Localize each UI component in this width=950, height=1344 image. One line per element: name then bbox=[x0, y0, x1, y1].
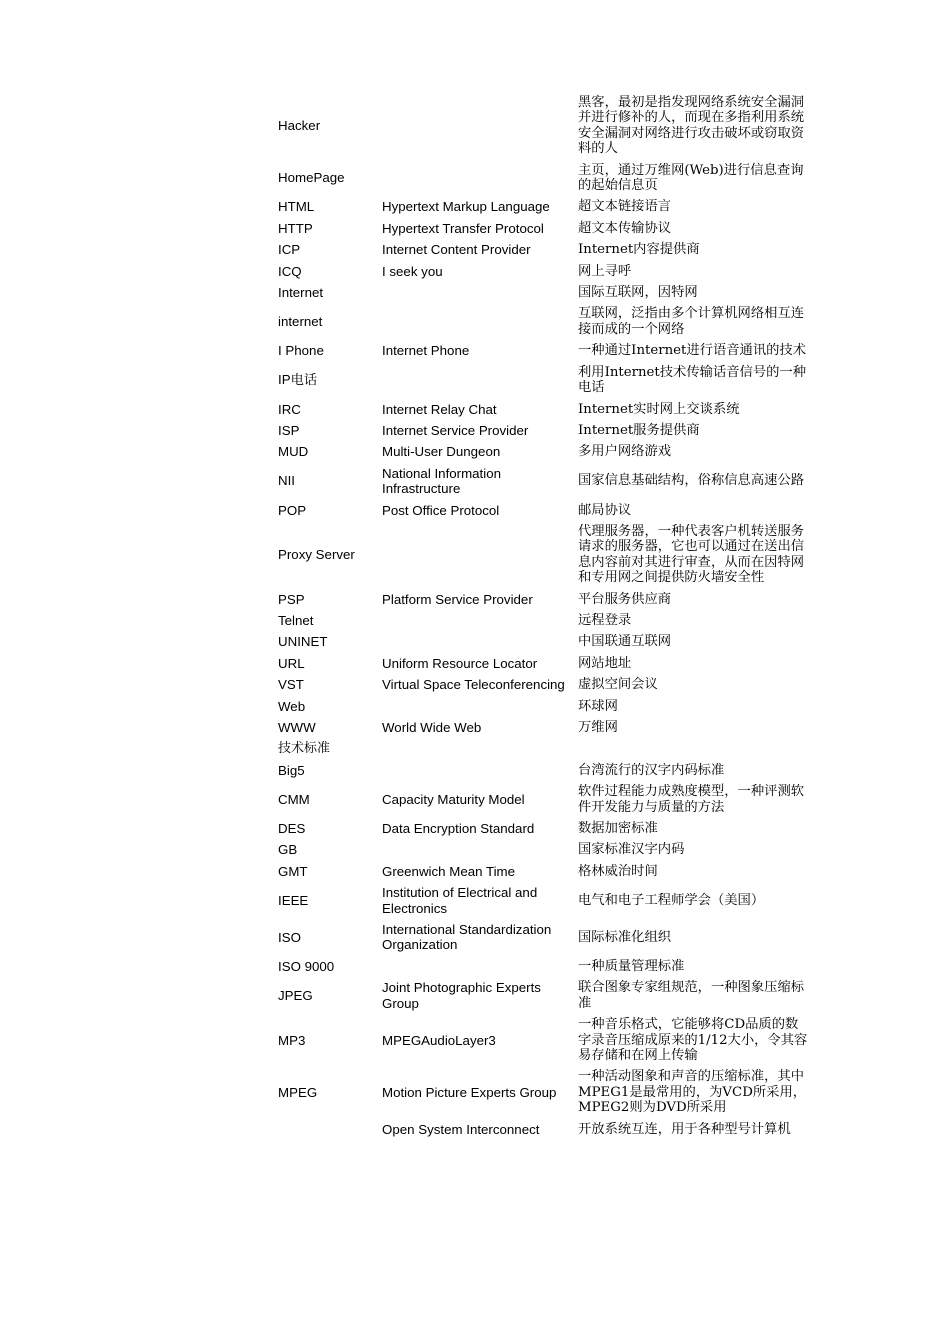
term-cell: Web bbox=[278, 698, 306, 714]
full-name-cell: International Standardization Organization bbox=[382, 922, 552, 953]
full-name-cell bbox=[378, 760, 574, 781]
glossary-body bbox=[274, 92, 814, 1140]
empty-cell bbox=[378, 738, 574, 759]
term-cell: IEEE bbox=[278, 892, 309, 908]
table-row bbox=[274, 1066, 814, 1118]
table-row bbox=[274, 781, 814, 818]
term-cell: Telnet bbox=[278, 612, 314, 628]
full-name-cell: Greenwich Mean Time bbox=[382, 863, 516, 879]
description-cell: 一种活动图象和声音的压缩标准，其中MPEG1是最常用的，为VCD所采用，MPEG2则为DVD所采用 bbox=[578, 1069, 807, 1116]
description-cell: 中国联通互联网 bbox=[578, 634, 672, 650]
empty-cell bbox=[574, 738, 814, 759]
description-cell: 邮局协议 bbox=[578, 502, 632, 518]
description-cell: 一种质量管理标准 bbox=[578, 958, 685, 974]
description-cell: 超文本传输协议 bbox=[578, 220, 672, 236]
table-row bbox=[274, 760, 814, 781]
full-name-cell: Motion Picture Experts Group bbox=[382, 1084, 557, 1100]
table-row bbox=[274, 919, 814, 956]
description-cell: Internet实时网上交谈系统 bbox=[578, 401, 740, 417]
full-name-cell: Virtual Space Teleconferencing bbox=[382, 677, 565, 693]
table-row bbox=[274, 500, 814, 521]
term-cell: IRC bbox=[278, 401, 301, 417]
description-cell: 国家信息基础结构，俗称信息高速公路 bbox=[578, 473, 805, 489]
term-cell: ICQ bbox=[278, 263, 302, 279]
description-cell: 电气和电子工程师学会（美国） bbox=[578, 892, 765, 908]
description-cell: 格林威治时间 bbox=[578, 863, 658, 879]
full-name-cell: Capacity Maturity Model bbox=[382, 791, 525, 807]
description-cell: 软件过程能力成熟度模型，一种评测软件开发能力与质量的方法 bbox=[578, 784, 805, 815]
term-cell: GB bbox=[278, 842, 298, 858]
full-name-cell bbox=[378, 839, 574, 860]
table-row bbox=[274, 420, 814, 441]
full-name-cell bbox=[378, 92, 574, 160]
table-row bbox=[274, 610, 814, 631]
term-cell: WWW bbox=[278, 720, 316, 735]
table-row bbox=[274, 218, 814, 239]
term-cell: HTML bbox=[278, 199, 315, 215]
term-cell: DES bbox=[278, 821, 306, 837]
full-name-cell: Platform Service Provider bbox=[382, 591, 533, 607]
description-cell: 联合图象专家组规范，一种图象压缩标准 bbox=[578, 980, 805, 1011]
table-row bbox=[274, 160, 814, 197]
table-row bbox=[274, 696, 814, 717]
term-cell: internet bbox=[278, 314, 323, 330]
term-cell: I Phone bbox=[278, 343, 324, 359]
full-name-cell: Institution of Electrical and Electronics bbox=[382, 885, 538, 916]
table-row bbox=[274, 956, 814, 977]
full-name-cell bbox=[378, 610, 574, 631]
description-cell: 网站地址 bbox=[578, 655, 632, 671]
full-name-cell: Multi-User Dungeon bbox=[382, 444, 501, 460]
description-cell: 黑客，最初是指发现网络系统安全漏洞并进行修补的人，而现在多指利用系统安全漏洞对网络进行攻击破坏或窃取资料的人 bbox=[578, 95, 805, 157]
term-cell: POP bbox=[278, 502, 307, 518]
description-cell: 国际标准化组织 bbox=[578, 929, 672, 945]
term-cell: ISO 9000 bbox=[278, 958, 335, 974]
term-cell: Big5 bbox=[278, 762, 305, 778]
term-cell: HTTP bbox=[278, 220, 313, 236]
term-cell: Hacker bbox=[278, 118, 321, 134]
full-name-cell bbox=[378, 282, 574, 303]
term-cell: MPEG bbox=[278, 1084, 318, 1100]
term-cell: ISP bbox=[278, 422, 300, 438]
description-cell: 环球网 bbox=[578, 698, 618, 714]
table-row bbox=[274, 521, 814, 589]
term-cell bbox=[274, 1119, 378, 1140]
full-name-cell bbox=[378, 696, 574, 717]
table-row bbox=[274, 717, 814, 738]
full-name-cell bbox=[378, 521, 574, 589]
description-cell: 代理服务器，一种代表客户机转送服务请求的服务器，它也可以通过在送出信息内容前对其进行审查，从而在因特网和专用网之间提供防火墙安全性 bbox=[578, 523, 805, 586]
full-name-cell: Data Encryption Standard bbox=[382, 821, 535, 837]
table-row bbox=[274, 861, 814, 882]
full-name-cell bbox=[378, 160, 574, 197]
table-row bbox=[274, 463, 814, 500]
description-cell: 主页，通过万维网(Web)进行信息查询的起始信息页 bbox=[578, 162, 804, 194]
description-cell: 万维网 bbox=[578, 720, 618, 735]
document-page bbox=[274, 92, 814, 1140]
term-cell: MP3 bbox=[278, 1032, 306, 1048]
term-cell: GMT bbox=[278, 863, 308, 879]
description-cell: 超文本链接语言 bbox=[578, 199, 672, 215]
table-row bbox=[274, 631, 814, 652]
full-name-cell: Internet Relay Chat bbox=[382, 401, 497, 417]
description-cell: 国际互联网，因特网 bbox=[578, 285, 698, 301]
full-name-cell: Joint Photographic Experts Group bbox=[382, 980, 541, 1011]
description-cell: Internet服务提供商 bbox=[578, 422, 700, 438]
full-name-cell bbox=[378, 303, 574, 340]
full-name-cell bbox=[378, 362, 574, 399]
table-row bbox=[274, 839, 814, 860]
full-name-cell: Hypertext Transfer Protocol bbox=[382, 220, 544, 236]
term-cell: URL bbox=[278, 655, 305, 671]
description-cell: 虚拟空间会议 bbox=[578, 677, 658, 693]
table-row bbox=[274, 282, 814, 303]
table-row bbox=[274, 239, 814, 260]
table-row bbox=[274, 441, 814, 462]
table-row bbox=[274, 196, 814, 217]
table-row bbox=[274, 362, 814, 399]
table-row bbox=[274, 589, 814, 610]
table-row bbox=[274, 261, 814, 282]
table-row bbox=[274, 1014, 814, 1066]
term-cell: Proxy Server bbox=[278, 547, 355, 563]
full-name-cell: Open System Interconnect bbox=[382, 1121, 540, 1137]
description-cell: 国家标准汉字内码 bbox=[578, 842, 685, 858]
section-title: 技术标准 bbox=[278, 741, 331, 757]
glossary-table bbox=[274, 92, 814, 1140]
full-name-cell: I seek you bbox=[382, 263, 443, 279]
term-cell: IP电话 bbox=[278, 372, 318, 388]
table-row bbox=[274, 882, 814, 919]
table-row bbox=[274, 340, 814, 361]
term-cell: Internet bbox=[278, 285, 324, 301]
description-cell: 远程登录 bbox=[578, 612, 632, 628]
description-cell: 网上寻呼 bbox=[578, 263, 632, 279]
description-cell: 一种音乐格式，它能够将CD品质的数字录音压缩成原来的1/12大小，令其容易存储和在网上传输 bbox=[578, 1017, 808, 1063]
table-row bbox=[274, 674, 814, 695]
full-name-cell: World Wide Web bbox=[382, 720, 482, 735]
full-name-cell: Internet Phone bbox=[382, 343, 470, 359]
table-row bbox=[274, 303, 814, 340]
table-row bbox=[274, 818, 814, 839]
description-cell: 台湾流行的汉字内码标准 bbox=[578, 762, 725, 778]
term-cell: ICP bbox=[278, 242, 301, 258]
full-name-cell: MPEGAudioLayer3 bbox=[382, 1032, 496, 1048]
table-row bbox=[274, 92, 814, 160]
term-cell: CMM bbox=[278, 791, 310, 807]
full-name-cell bbox=[378, 631, 574, 652]
section-heading-row bbox=[274, 738, 814, 759]
term-cell: HomePage bbox=[278, 170, 345, 186]
term-cell: PSP bbox=[278, 591, 305, 607]
description-cell: 开放系统互连，用于各种型号计算机 bbox=[578, 1121, 791, 1137]
term-cell: NII bbox=[278, 473, 295, 489]
description-cell: 一种通过Internet进行语音通讯的技术 bbox=[578, 343, 807, 359]
table-row bbox=[274, 977, 814, 1014]
term-cell: ISO bbox=[278, 929, 301, 945]
full-name-cell: Internet Content Provider bbox=[382, 242, 531, 258]
description-cell: 互联网，泛指由多个计算机网络相互连接而成的一个网络 bbox=[578, 306, 805, 337]
table-row bbox=[274, 653, 814, 674]
full-name-cell: National Information Infrastructure bbox=[382, 465, 501, 497]
table-row bbox=[274, 399, 814, 420]
description-cell: Internet内容提供商 bbox=[578, 242, 700, 258]
full-name-cell: Post Office Protocol bbox=[382, 502, 500, 518]
full-name-cell: Uniform Resource Locator bbox=[382, 655, 538, 671]
full-name-cell: Internet Service Provider bbox=[382, 422, 529, 438]
term-cell: MUD bbox=[278, 444, 309, 460]
full-name-cell bbox=[378, 956, 574, 977]
description-cell: 平台服务供应商 bbox=[578, 591, 672, 607]
term-cell: UNINET bbox=[278, 634, 328, 650]
description-cell: 利用Internet技术传输话音信号的一种电话 bbox=[578, 364, 807, 396]
table-row bbox=[274, 1119, 814, 1140]
term-cell: VST bbox=[278, 677, 304, 693]
description-cell: 数据加密标准 bbox=[578, 821, 658, 837]
term-cell: JPEG bbox=[278, 987, 313, 1003]
description-cell: 多用户网络游戏 bbox=[578, 444, 672, 460]
full-name-cell: Hypertext Markup Language bbox=[382, 199, 550, 215]
